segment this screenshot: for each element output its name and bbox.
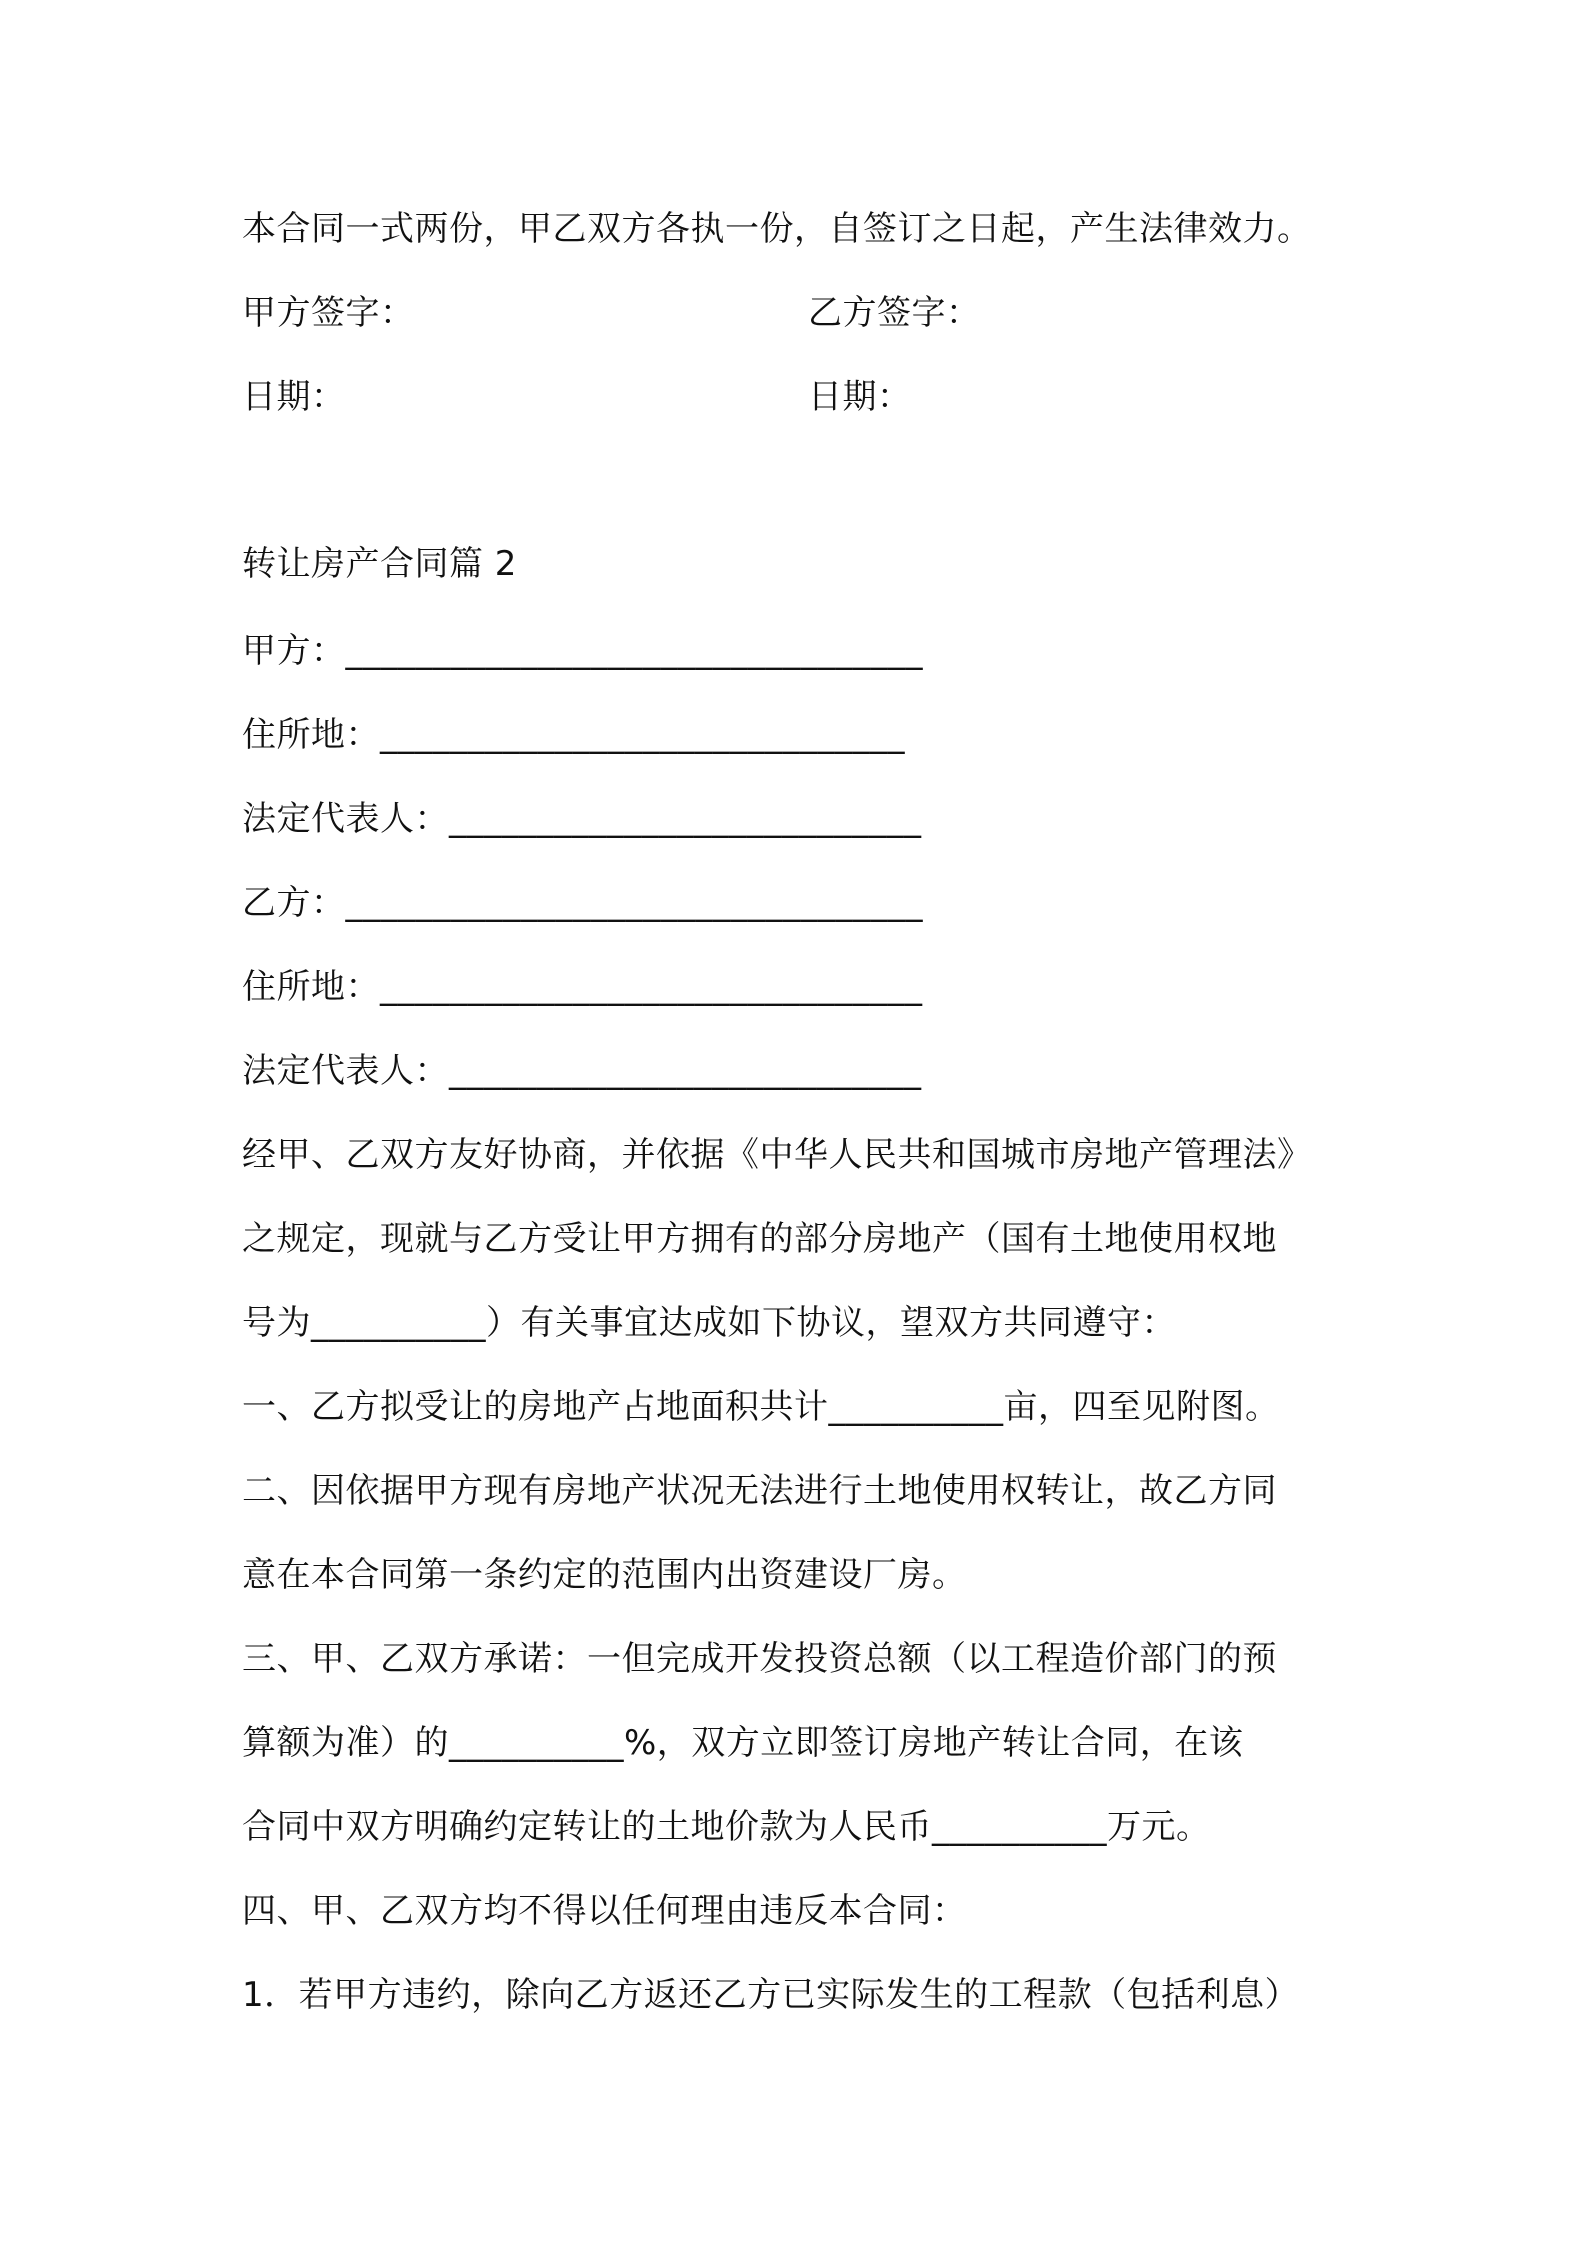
party-b-field: 乙方：_________________________________	[242, 883, 923, 923]
body-line: 经甲、乙双方友好协商，并依据《中华人民共和国城市房地产管理法》	[242, 1135, 1312, 1175]
party-a-representative-field: 法定代表人：___________________________	[242, 799, 922, 839]
clause-three: 三、甲、乙双方承诺：一但完成开发投资总额（以工程造价部门的预	[242, 1639, 1277, 1679]
party-b-signature-label: 乙方签字：	[808, 293, 981, 333]
body-line: 合同中双方明确约定转让的土地价款为人民币__________万元。	[242, 1807, 1211, 1847]
clause-one: 一、乙方拟受让的房地产占地面积共计__________亩，四至见附图。	[242, 1387, 1280, 1427]
party-a-address-field: 住所地：______________________________	[242, 715, 905, 755]
clause-four-item-one: 1．若甲方违约，除向乙方返还乙方已实际发生的工程款（包括利息）	[242, 1975, 1300, 2015]
body-line: 意在本合同第一条约定的范围内出资建设厂房。	[242, 1555, 967, 1595]
body-line: 之规定，现就与乙方受让甲方拥有的部分房地产（国有土地使用权地	[242, 1219, 1277, 1259]
party-a-field: 甲方：_________________________________	[242, 631, 923, 671]
party-b-representative-field: 法定代表人：___________________________	[242, 1051, 922, 1091]
party-b-address-field: 住所地：_______________________________	[242, 967, 923, 1007]
party-a-date-label: 日期：	[242, 377, 346, 417]
clause-four: 四、甲、乙双方均不得以任何理由违反本合同：	[242, 1891, 967, 1931]
section-title: 转让房产合同篇 2	[242, 544, 517, 584]
party-a-signature-label: 甲方签字：	[242, 293, 415, 333]
party-b-date-label: 日期：	[808, 377, 912, 417]
body-line: 算额为准）的__________%，双方立即签订房地产转让合同，在该	[242, 1723, 1244, 1763]
body-line: 号为__________）有关事宜达成如下协议，望双方共同遵守：	[242, 1303, 1176, 1343]
clause-two: 二、因依据甲方现有房地产状况无法进行土地使用权转让，故乙方同	[242, 1471, 1277, 1511]
copies-clause: 本合同一式两份，甲乙双方各执一份，自签订之日起，产生法律效力。	[242, 209, 1312, 249]
